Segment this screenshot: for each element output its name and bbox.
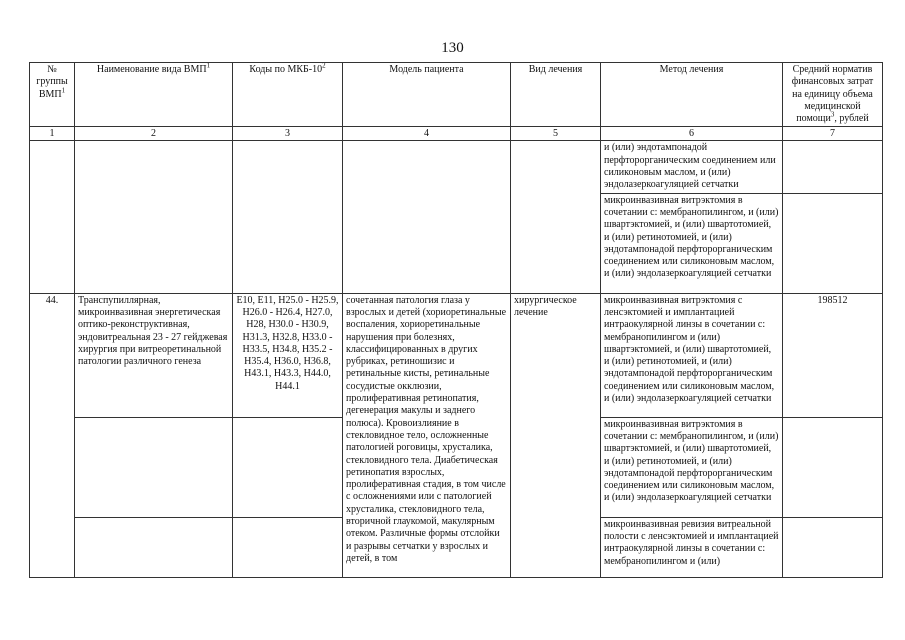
column-numbers-row [30,127,883,141]
empty-cell [783,417,883,517]
column-number: 1 [30,127,75,141]
header-vmp-name: Наименование вида ВМП$^1$ [75,63,233,127]
table-row [30,293,883,417]
continuation-row [30,141,883,193]
empty-cell [30,141,75,293]
header-row [30,63,883,127]
empty-cell [233,141,343,293]
patient-model-cell: сочетанная патология глаза у взрослых и детей (хориоретинальные воспаления, хориоретинальные нарушения при болезнях, классифицированных в других рубриках, ретиношизис и ретинальные кисты, ретинальные сосудистые окклюзии, пролиферативная ретинопатия, дегенерация макулы и заднего полюса). Кровоизлияние в стекловидное тело, осложненные патологией роговицы, хрусталика, стекловидного тела. Диабетическая ретинопатия взрослых, пролиферативная стадия, в том числе с осложнениями или с патологией хрусталика, стекловидного тела, вторичной глаукомой, макулярным отеком. Различные формы отслойки и разрывы сетчатки у взрослых и детей, в том [343,293,511,577]
empty-cell [75,517,233,577]
header-patient-model: Модель пациента [343,63,511,127]
header-group-number: № группы ВМП$^1$ [30,63,75,127]
column-number: 3 [233,127,343,141]
header-icd-codes: Коды по МКБ-$10^2$ [233,63,343,127]
empty-cell [511,141,601,293]
header-cost-norm: Средний норматив финансовых затрат на единицу объема медицинской помощи$^3$, рублей [783,63,883,127]
empty-cell [75,141,233,293]
group-number-cell: 44. [30,293,75,577]
column-number: 5 [511,127,601,141]
empty-cell [783,193,883,293]
empty-cell [233,517,343,577]
empty-cell [75,417,233,517]
method-cell: микроинвазивная витрэктомия в сочетании с: мембранопилингом, и (или) швартэктомией, и (или) швартотомией, и (или) ретинотомией, и (или) эндотампонадой перфторорганическим соединением или силиконовым маслом, и (или) эндолазеркоагуляцией сетчатки [601,417,783,517]
method-cell: и (или) эндотампонадой перфторорганическим соединением или силиконовым маслом, и (или) эндолазеркоагуляцией сетчатки [601,141,783,193]
column-number: 6 [601,127,783,141]
method-cell: микроинвазивная витрэктомия с ленсэктомией и имплантацией интраокулярной линзы в сочетании с: мембранопилингом и (или) швартэктомией, и (или) швартотомией, и (или) ретинотомией, и (или) эндотампонадой перфторорганическим соединением или силиконовым маслом, и (или) эндолазеркоагуляцией сетчатки [601,293,783,417]
header-treatment-type: Вид лечения [511,63,601,127]
column-number: 2 [75,127,233,141]
column-number: 7 [783,127,883,141]
empty-cell [343,141,511,293]
page-number: 130 [441,40,464,56]
cost-cell: 198512 [783,293,883,417]
method-cell: микроинвазивная витрэктомия в сочетании с: мембранопилингом, и (или) швартэктомией, и (или) швартотомией, и (или) ретинотомией, и (или) эндотампонадой перфторорганическим соединением или силиконовым маслом, и (или) эндолазеркоагуляцией сетчатки [601,193,783,293]
method-cell: микроинвазивная ревизия витреальной полости с ленсэктомией и имплантацией интраокулярной линзы в сочетании с: мембранопилингом и (или) [601,517,783,577]
vmp-name-cell: Транспупиллярная, микроинвазивная энергетическая оптико-реконструктивная, эндовитреальная 23 - 27 гейджевая хирургия при витреоретинальной патологии различного генеза [75,293,233,417]
empty-cell [233,417,343,517]
vmp-table [29,62,883,578]
empty-cell [783,517,883,577]
column-number: 4 [343,127,511,141]
treatment-type-cell: хирургическое лечение [511,293,601,577]
empty-cell [783,141,883,193]
icd-codes-cell: E10, E11, H25.0 - H25.9, H26.0 - H26.4, H27.0, H28, H30.0 - H30.9, H31.3, H32.8, H33.0 - H33.5, H34.8, H35.2 - H35.4, H36.0, H36.8, H43.1, H43.3, H44.0, H44.1 [233,293,343,417]
header-treatment-method: Метод лечения [601,63,783,127]
